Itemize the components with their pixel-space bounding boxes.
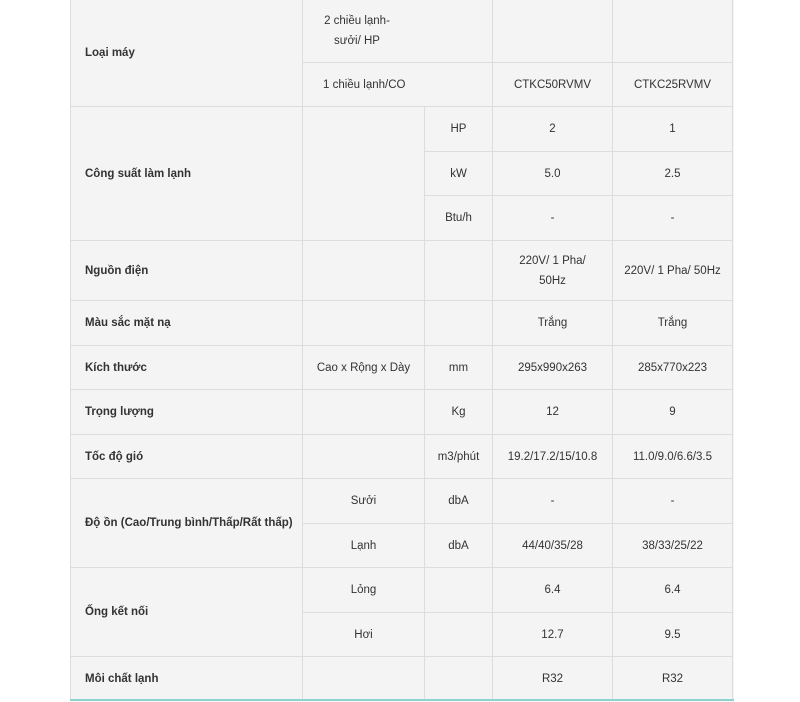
table-row	[71, 568, 733, 613]
table-row	[71, 479, 733, 524]
row-label-pipe: Ống kết nối	[71, 568, 303, 657]
value-b: 2.5	[613, 152, 733, 196]
value-b: 9	[613, 390, 733, 435]
value-b: -	[613, 196, 733, 241]
value-a: 12.7	[493, 613, 613, 657]
unit-cell: HP	[425, 107, 493, 152]
empty-cell	[493, 0, 613, 63]
value-b: 220V/ 1 Pha/ 50Hz	[613, 241, 733, 301]
table-row	[71, 390, 733, 435]
unit-cell: dbA	[425, 479, 493, 524]
value-a: 295x990x263	[493, 346, 613, 390]
empty-cell	[425, 568, 493, 613]
pipe-kind: Hơi	[303, 613, 425, 657]
row-label-power: Nguồn điện	[71, 241, 303, 301]
unit-cell: mm	[425, 346, 493, 390]
table-row	[71, 107, 733, 152]
value-b: 285x770x223	[613, 346, 733, 390]
value-a: -	[493, 196, 613, 241]
value-a: 44/40/35/28	[493, 524, 613, 568]
table-row	[71, 435, 733, 479]
value-a: R32	[493, 657, 613, 701]
model-a: CTKC50RVMV	[493, 63, 613, 107]
size-desc: Cao x Rộng x Dày	[303, 346, 425, 390]
empty-cell	[303, 390, 425, 435]
row-label-model: Loại máy	[71, 0, 303, 107]
value-b: 9.5	[613, 613, 733, 657]
unit-cell: Btu/h	[425, 196, 493, 241]
table-row	[71, 301, 733, 346]
noise-mode: Lạnh	[303, 524, 425, 568]
unit-cell: kW	[425, 152, 493, 196]
empty-cell	[425, 613, 493, 657]
unit-cell: dbA	[425, 524, 493, 568]
value-a: 12	[493, 390, 613, 435]
value-a: 5.0	[493, 152, 613, 196]
row-label-capacity: Công suất làm lạnh	[71, 107, 303, 241]
empty-cell	[303, 241, 425, 301]
one-way-type: 1 chiều lạnh/CO	[303, 63, 493, 107]
noise-mode: Sưởi	[303, 479, 425, 524]
unit-cell: Kg	[425, 390, 493, 435]
empty-cell	[303, 301, 425, 346]
row-label-weight: Trọng lượng	[71, 390, 303, 435]
value-a: -	[493, 479, 613, 524]
table-row	[71, 657, 733, 701]
table-row	[71, 346, 733, 390]
pipe-kind: Lỏng	[303, 568, 425, 613]
empty-cell	[303, 107, 425, 241]
empty-cell	[613, 0, 733, 63]
value-b: 11.0/9.0/6.6/3.5	[613, 435, 733, 479]
two-way-type: 2 chiều lạnh-sưởi/ HP	[303, 0, 493, 63]
value-a: 220V/ 1 Pha/ 50Hz	[493, 241, 613, 301]
value-a: 6.4	[493, 568, 613, 613]
empty-cell	[303, 657, 425, 701]
value-b: Trắng	[613, 301, 733, 346]
spec-table	[70, 0, 733, 701]
table-row	[71, 241, 733, 301]
value-b: 1	[613, 107, 733, 152]
row-label-size: Kích thước	[71, 346, 303, 390]
row-label-airflow: Tốc độ gió	[71, 435, 303, 479]
empty-cell	[303, 435, 425, 479]
value-b: R32	[613, 657, 733, 701]
value-b: 6.4	[613, 568, 733, 613]
empty-cell	[425, 657, 493, 701]
value-a: 2	[493, 107, 613, 152]
row-label-noise: Độ ồn (Cao/Trung bình/Thấp/Rất thấp)	[71, 479, 303, 568]
value-b: -	[613, 479, 733, 524]
empty-cell	[425, 241, 493, 301]
table-row	[71, 0, 733, 63]
row-label-color: Màu sắc mặt nạ	[71, 301, 303, 346]
row-label-refrigerant: Môi chất lạnh	[71, 657, 303, 701]
model-b: CTKC25RVMV	[613, 63, 733, 107]
value-a: Trắng	[493, 301, 613, 346]
bottom-accent-line	[70, 699, 734, 701]
empty-cell	[425, 301, 493, 346]
value-b: 38/33/25/22	[613, 524, 733, 568]
unit-cell: m3/phút	[425, 435, 493, 479]
value-a: 19.2/17.2/15/10.8	[493, 435, 613, 479]
